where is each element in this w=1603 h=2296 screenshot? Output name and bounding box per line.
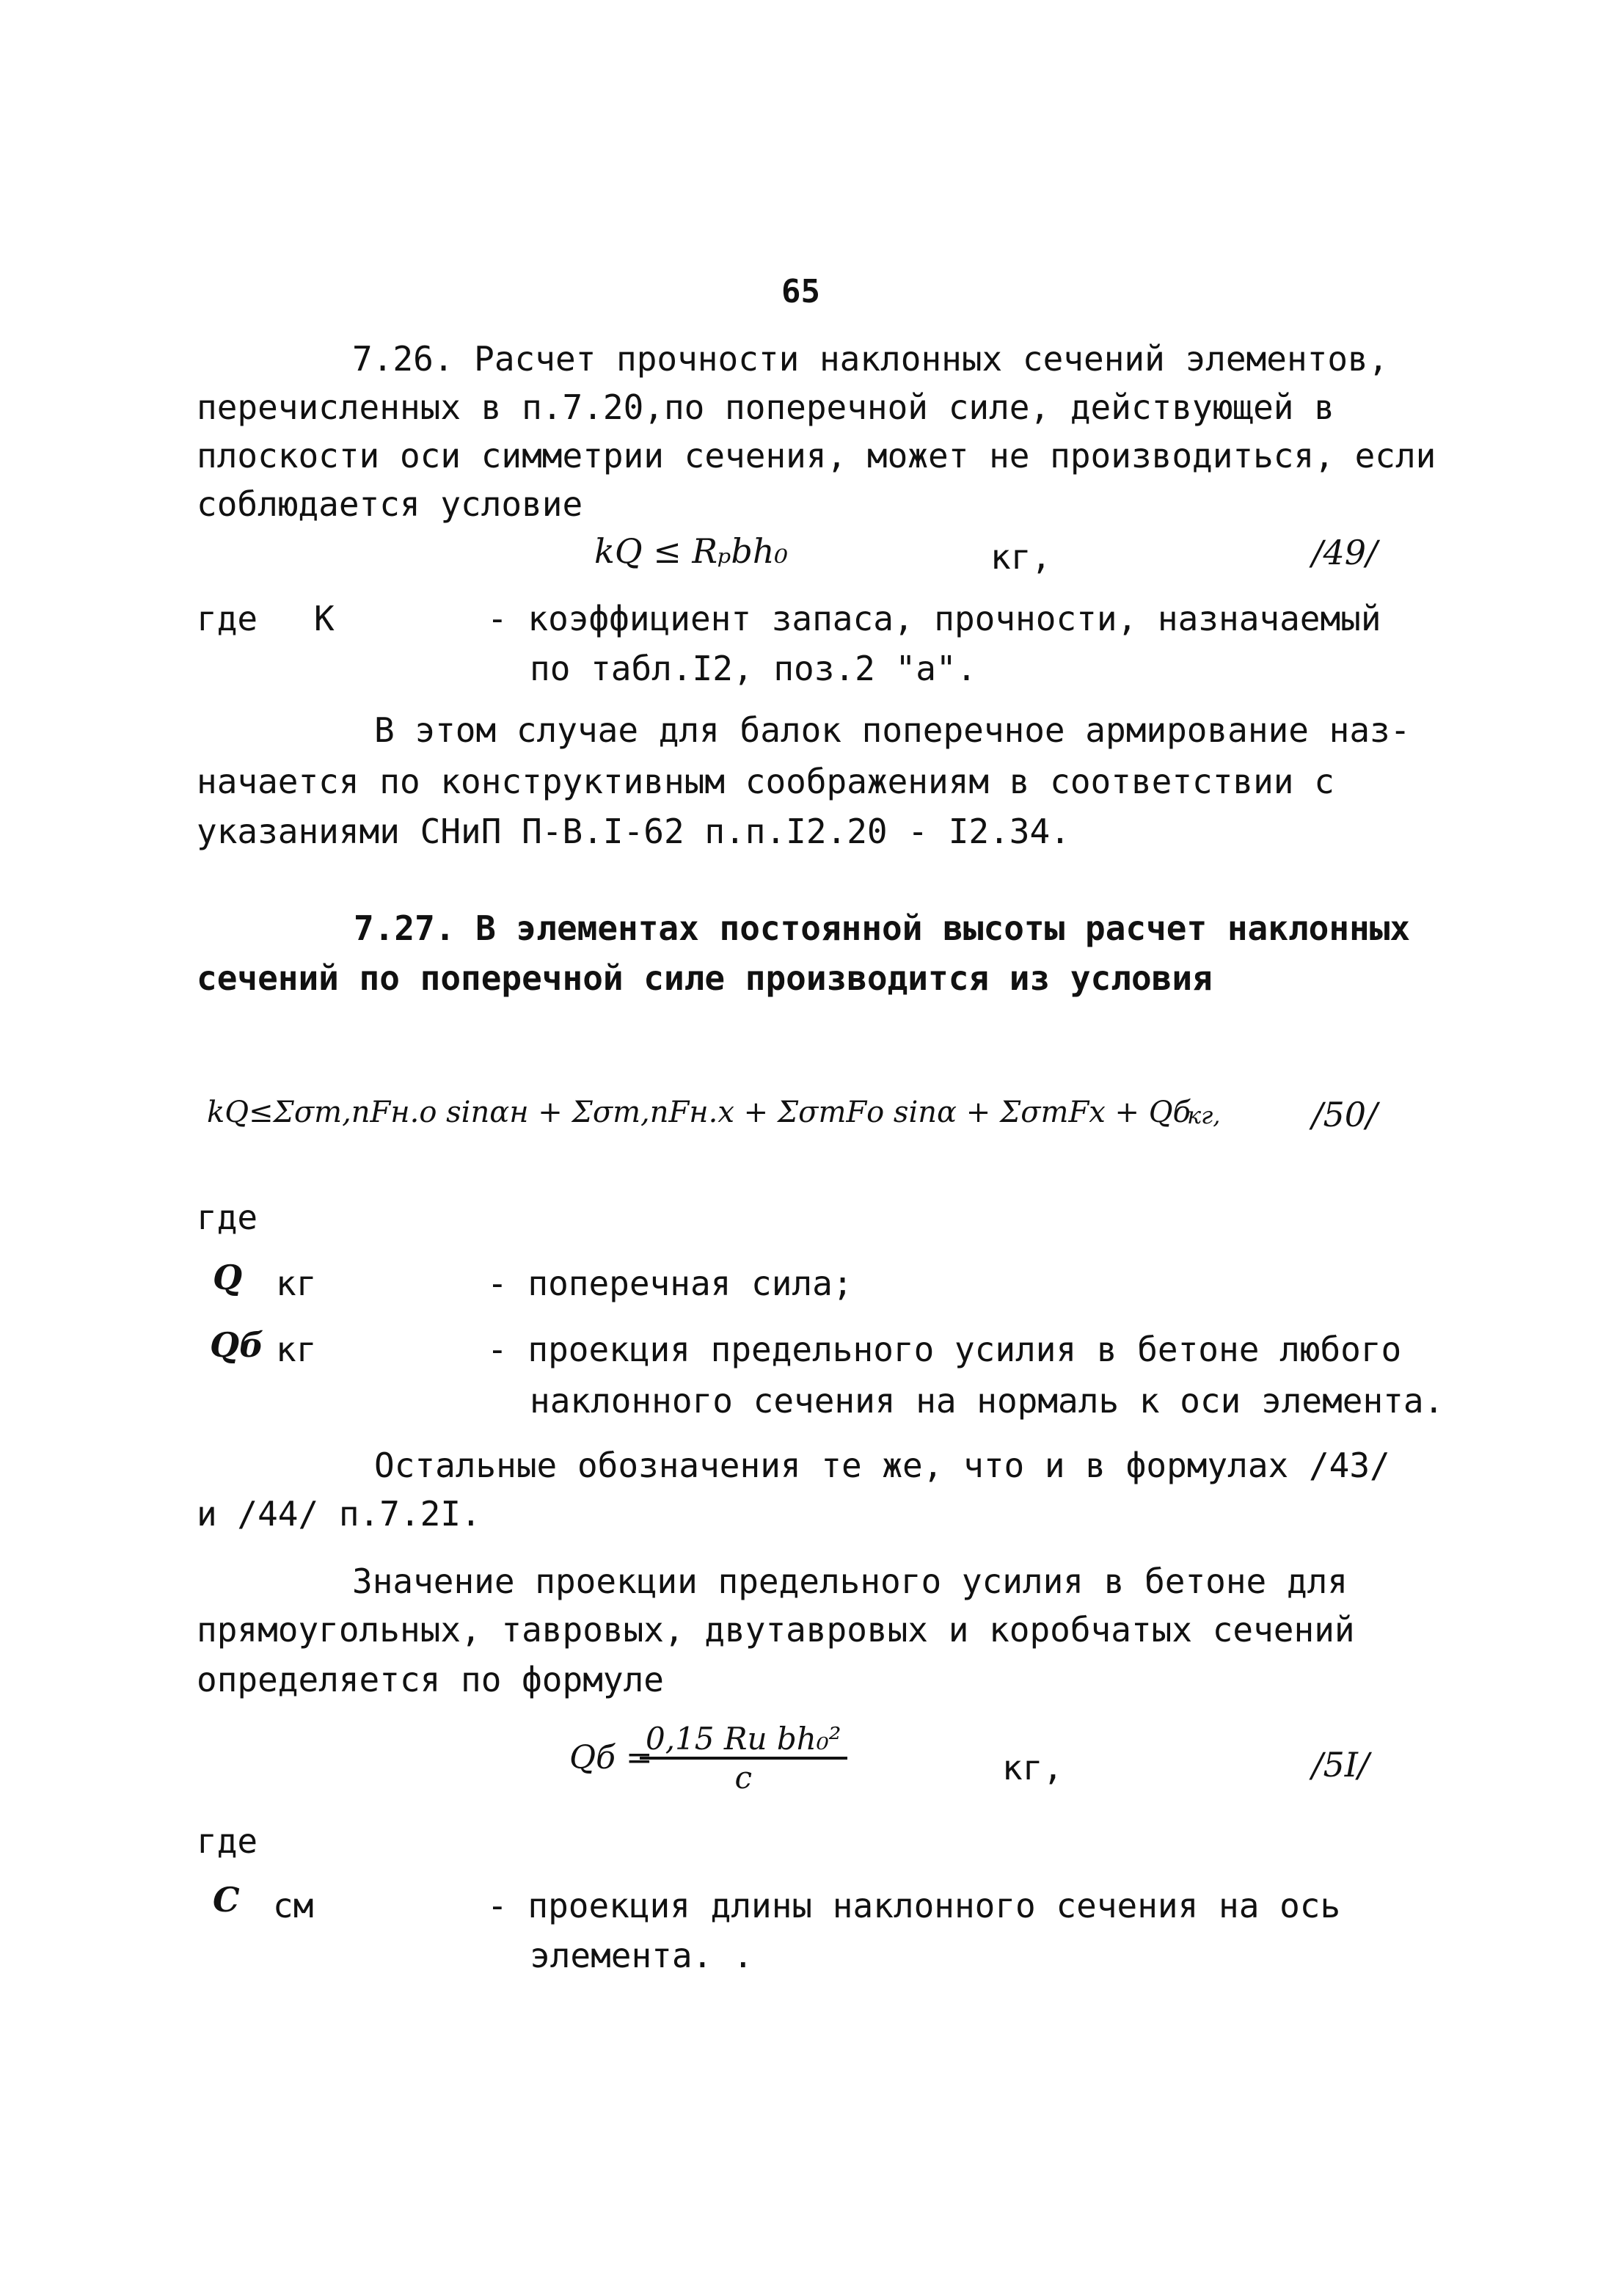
value-line-3: определяется по формуле bbox=[197, 1660, 664, 1699]
formula-51-number: /5I/ bbox=[1312, 1745, 1370, 1785]
rest-line-1: Остальные обозначения те же, что и в формулах /43/ bbox=[374, 1446, 1390, 1485]
s727-heading-1: 7.27. В элементах постоянной высоты расчет наклонных bbox=[354, 908, 1411, 948]
q-description: - поперечная сила; bbox=[487, 1264, 853, 1303]
formula-51-denominator: c bbox=[734, 1760, 753, 1796]
s726-para-3: указаниями СНиП П-В.I-62 п.п.I2.20 - I2.34. bbox=[197, 812, 1070, 851]
formula-51-unit: кг, bbox=[1002, 1748, 1064, 1787]
formula-51-left: Qб = bbox=[569, 1739, 653, 1776]
value-line-2: прямоугольных, тавровых, двутавровых и коробчатых сечений bbox=[197, 1610, 1355, 1650]
qb-symbol: Qб bbox=[210, 1325, 264, 1365]
s726-line-1: 7.26. Расчет прочности наклонных сечений элементов, bbox=[352, 339, 1389, 379]
c-symbol: C bbox=[213, 1880, 240, 1920]
where-label-2: где bbox=[197, 1198, 258, 1237]
formula-49-unit: кг, bbox=[990, 537, 1052, 577]
k-description-2: по табл.I2, поз.2 "а". bbox=[530, 649, 977, 688]
formula-49: kQ ≤ Rₚbh₀ bbox=[594, 531, 788, 571]
s726-para-1: В этом случае для балок поперечное армирование наз- bbox=[374, 710, 1411, 750]
c-unit: см bbox=[273, 1886, 314, 1925]
k-symbol: К bbox=[314, 599, 335, 638]
s726-line-4: соблюдается условие bbox=[197, 484, 583, 524]
formula-50-number: /50/ bbox=[1312, 1095, 1378, 1134]
k-description-1: - коэффициент запаса, прочности, назначаемый bbox=[487, 599, 1381, 638]
formula-51-fraction bbox=[640, 1721, 847, 1797]
formula-50-unit: кг, bbox=[1187, 1101, 1221, 1129]
where-label-3: где bbox=[197, 1821, 258, 1861]
s726-line-3: плоскости оси симметрии сечения, может не производиться, если bbox=[197, 436, 1436, 475]
formula-49-number: /49/ bbox=[1312, 533, 1378, 572]
c-description-2: элемента. . bbox=[530, 1936, 753, 1975]
formula-50: kQ≤Σσт,пFн.о sinαн + Σσт,пFн.х + ΣσтFо sinα + ΣσтFх + Qб bbox=[207, 1096, 1191, 1129]
qb-description-2: наклонного сечения на нормаль к оси элемента. bbox=[530, 1381, 1445, 1421]
page-number: 65 bbox=[781, 273, 820, 310]
s726-line-2: перечисленных в п.7.20,по поперечной силе, действующей в bbox=[197, 387, 1334, 427]
value-line-1: Значение проекции предельного усилия в бетоне для bbox=[352, 1561, 1348, 1601]
c-description-1: - проекция длины наклонного сечения на ось bbox=[487, 1886, 1341, 1925]
s726-para-2: начается по конструктивным соображениям в соответствии с bbox=[197, 762, 1334, 801]
formula-51-numerator: 0,15 Rи bh₀² bbox=[640, 1721, 847, 1760]
qb-description-1: - проекция предельного усилия в бетоне любого bbox=[487, 1330, 1402, 1369]
q-unit: кг bbox=[276, 1264, 317, 1303]
qb-unit: кг bbox=[276, 1330, 317, 1369]
rest-line-2: и /44/ п.7.2I. bbox=[197, 1494, 481, 1534]
q-symbol: Q bbox=[213, 1258, 243, 1297]
where-label-1: где bbox=[197, 599, 258, 638]
s727-heading-2: сечений по поперечной силе производится из условия bbox=[197, 958, 1213, 998]
